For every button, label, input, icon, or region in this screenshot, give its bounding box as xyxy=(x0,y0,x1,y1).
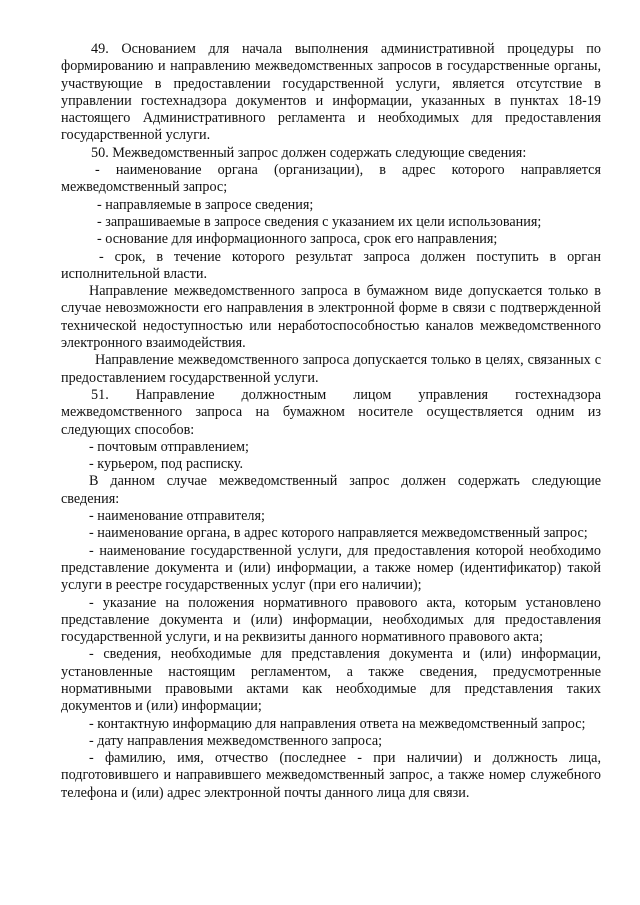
list-item: - срок, в течение которого результат запроса должен поступить в орган исполнительной власти. xyxy=(61,248,601,282)
paragraph-51: 51. Направление должностным лицом управления гостехнадзора межведомственного запроса на бумажном носителе осуществляется одним из следующих способов: xyxy=(61,386,601,438)
document-page xyxy=(61,41,601,802)
paragraph: Направление межведомственного запроса допускается только в целях, связанных с предоставлением государственной услуги. xyxy=(61,352,601,386)
list-item: - контактную информацию для направления ответа на межведомственный запрос; xyxy=(89,715,586,732)
paragraph: Направление межведомственного запроса в бумажном виде допускается только в случае невозможности его направления в электронной форме в связи с подтвержденной технической недоступностью или неработоспособностью каналов межведомственного электронного взаимодействия. xyxy=(61,283,601,352)
list-item: - основание для информационного запроса, срок его направления; xyxy=(97,231,498,248)
list-item: - наименование отправителя; xyxy=(89,508,265,525)
list-item: - наименование государственной услуги, для предоставления которой необходимо представление документа и (или) информации, а также номер (идентификатор) такой услуги в реестре государственных услуг (при его наличии); xyxy=(61,542,601,594)
list-item: - курьером, под расписку. xyxy=(89,456,244,473)
list-item: - запрашиваемые в запросе сведения с указанием их цели использования; xyxy=(97,213,542,230)
paragraph-50: 50. Межведомственный запрос должен содержать следующие сведения: xyxy=(91,144,527,161)
list-item: - наименование органа (организации), в адрес которого направляется межведомственный запрос; xyxy=(61,162,601,196)
list-item: - наименование органа, в адрес которого направляется межведомственный запрос; xyxy=(89,525,588,542)
paragraph-49: 49. Основанием для начала выполнения административной процедуры по формированию и направлению межведомственных запросов в государственные органы, участвующие в предоставлении государственной услуги, является отсутствие в управлении гостехнадзора документов и информации, указанных в пунктах 18-19 настоящего Административного регламента и необходимых для предоставления государственной услуги. xyxy=(61,41,601,144)
list-item: - фамилию, имя, отчество (последнее - при наличии) и должность лица, подготовившего и направившего межведомственный запрос, а также номер служебного телефона и (или) адрес электронной почты данного лица для связи. xyxy=(61,750,601,801)
list-item: - почтовым отправлением; xyxy=(89,438,249,455)
list-item: - дату направления межведомственного запроса; xyxy=(89,732,383,749)
list-item: - сведения, необходимые для представления документа и (или) информации, установленные настоящим регламентом, а также сведения, предусмотренные нормативными правовыми актами как необходимые для представления таких документов и (или) информации; xyxy=(61,646,601,715)
paragraph: В данном случае межведомственный запрос должен содержать следующие сведения: xyxy=(61,473,601,507)
list-item: - указание на положения нормативного правового акта, которым установлено представление документа и (или) информации, необходимых для предоставления государственной услуги, и на реквизиты данного нормативного правового акта; xyxy=(61,594,601,646)
list-item: - направляемые в запросе сведения; xyxy=(97,196,314,213)
